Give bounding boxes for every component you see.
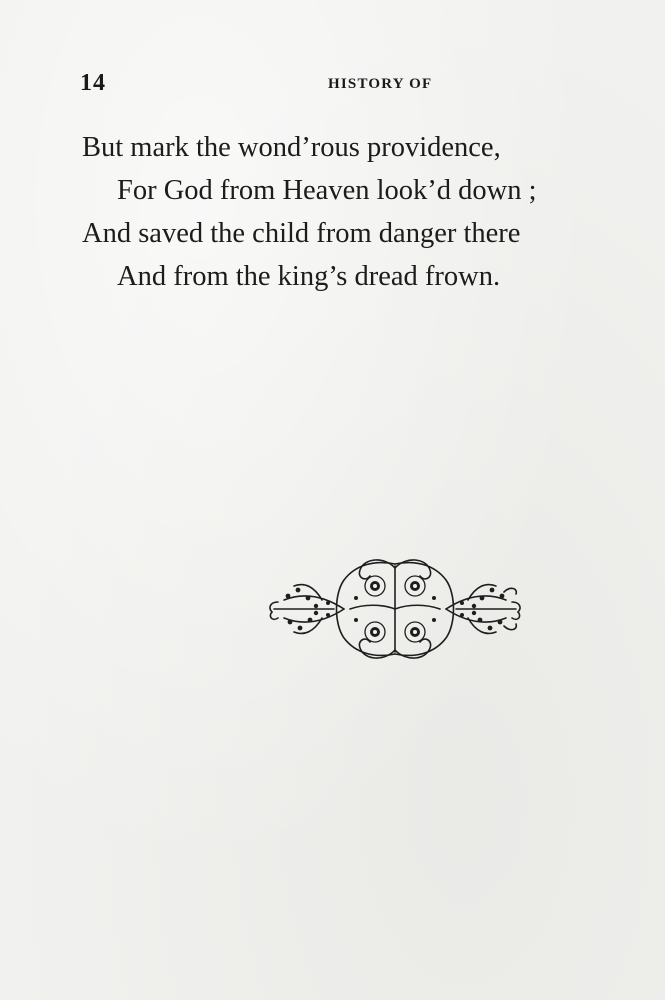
verse-line: For God from Heaven look’d down ; (117, 175, 537, 206)
verse-line: And from the king’s dread frown. (117, 261, 501, 292)
verse-line: And saved the child from danger there (82, 218, 521, 249)
verse-line: But mark the wond’rous providence, (82, 132, 501, 163)
running-head: HISTORY OF (328, 76, 433, 92)
page-header (80, 70, 620, 104)
floral-ornament-icon (264, 556, 526, 662)
page-number: 14 (80, 70, 106, 96)
verse-stanza (0, 126, 665, 298)
